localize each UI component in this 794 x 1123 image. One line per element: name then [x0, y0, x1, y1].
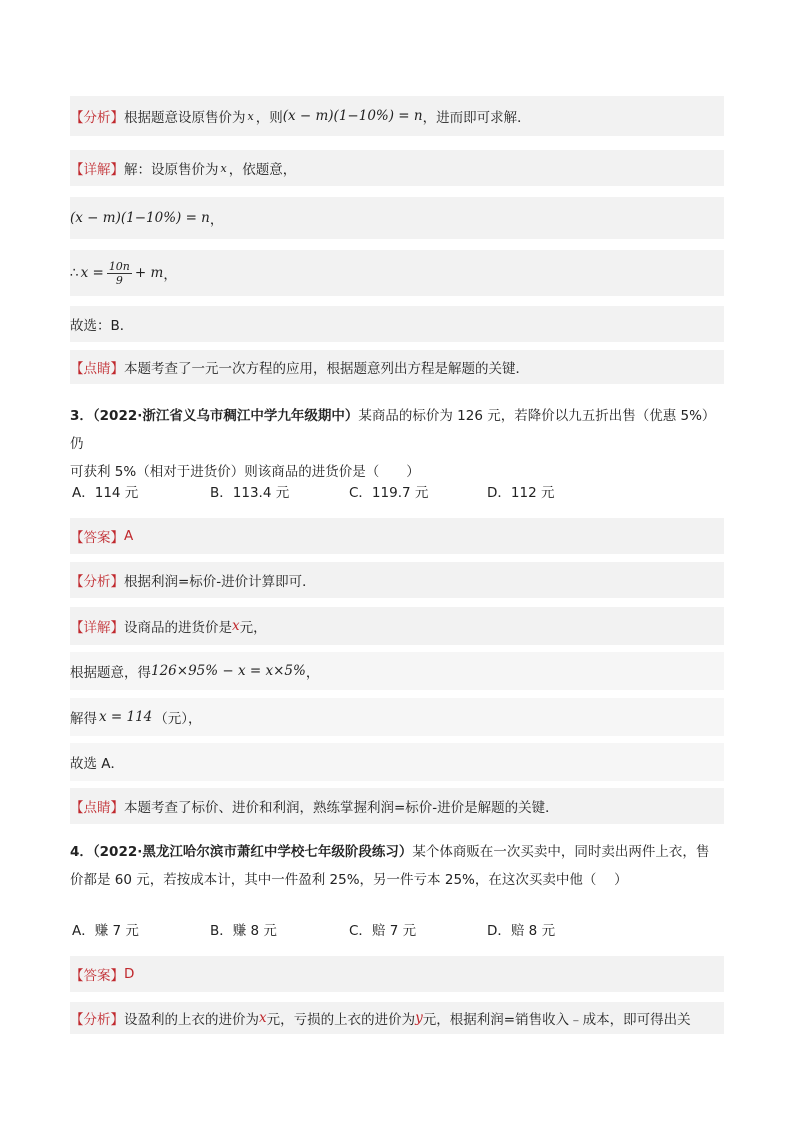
question-4-number: 4．: [70, 844, 93, 860]
question-4-source: （2022·黑龙江哈尔滨市萧红中学校七年级阶段练习）: [92, 844, 413, 860]
step-1-line: [70, 652, 724, 690]
question-4-options: [70, 919, 724, 939]
analysis-line-q3: [70, 562, 724, 598]
detail-line: [70, 150, 724, 186]
step-2-text-b: （元），: [154, 711, 202, 727]
analysis-line: [70, 96, 724, 136]
answer-line: [70, 518, 724, 554]
answer-value-q4: D: [124, 966, 135, 982]
analysis-text-c: ，进而即可求解．: [422, 110, 531, 126]
answer-line-q4: [70, 956, 724, 992]
analysis-tag: 【分析】: [70, 110, 124, 126]
option-d-q4: D．赔 8 元: [487, 923, 556, 939]
solution-fraction: [107, 260, 132, 287]
step-1-equation: 126×95% − x = x×5%: [151, 663, 306, 679]
comment-tag: 【点睛】: [70, 361, 124, 377]
question-3: [70, 402, 726, 486]
analysis-line-q4: [70, 1002, 724, 1034]
detail-var-q3: x: [232, 618, 240, 634]
detail-text-a-q3: 设商品的进货价是: [124, 620, 232, 636]
analysis-var: x: [247, 109, 254, 123]
solution-tail: + m: [134, 265, 164, 281]
solution-x: x =: [80, 265, 104, 281]
solution-line: [70, 250, 724, 296]
question-4-line-2: 价都是 60 元，若按成本计，其中一件盈利 25%，另一件亏本 25%，在这次买卖中他（ ）: [70, 872, 628, 888]
analysis-text-b-q4: 元，亏损的上衣的进价为: [266, 1012, 416, 1028]
analysis-text-a-q4: 设盈利的上衣的进价为: [124, 1012, 259, 1028]
step-2-equation: x = 114: [99, 709, 153, 725]
detail-var: x: [220, 161, 227, 175]
equation-line: [70, 197, 724, 239]
step-2-text-a: 解得: [70, 711, 97, 727]
question-3-options: [70, 481, 724, 501]
step-1-text-a: 根据题意，得: [70, 665, 151, 681]
question-4: [70, 838, 726, 894]
question-4-line-1: [70, 838, 726, 866]
comment-line-q3: [70, 788, 724, 824]
analysis-y-q4: y: [415, 1010, 423, 1026]
detail-tag: 【详解】: [70, 162, 124, 178]
step-2-line: [70, 698, 724, 736]
comment-text: 本题考查了一元一次方程的应用，根据题意列出方程是解题的关键．: [124, 361, 529, 377]
option-c: C．119.7 元: [349, 485, 429, 501]
analysis-text-c-q4: 元，根据利润=销售收入﹣成本，即可得出关: [422, 1012, 691, 1028]
equation-suffix: ，: [209, 212, 224, 228]
fraction-numerator: 10n: [108, 259, 130, 273]
analysis-tag-q3: 【分析】: [70, 574, 124, 590]
comment-line: [70, 350, 724, 384]
therefore-symbol: ∴: [70, 265, 79, 281]
question-3-text-1: 某商品的标价为 126 元，若降价以九五折出售（优惠 5%）仍: [70, 408, 716, 452]
comment-text-q3: 本题考查了标价、进价和利润，熟练掌握利润=标价-进价是解题的关键．: [124, 800, 559, 816]
analysis-text-b: ，则: [255, 110, 283, 126]
choice-text-q3: 故选 A．: [70, 756, 125, 772]
step-1-text-b: ，: [305, 665, 320, 681]
option-a: A．114 元: [72, 485, 139, 501]
equation: (x − m)(1−10%) = n: [70, 210, 210, 226]
question-3-line-2: 可获利 5%（相对于进货价）则该商品的进货价是（ ）: [70, 464, 420, 480]
analysis-x-q4: x: [259, 1010, 267, 1026]
analysis-text-q3: 根据利润=标价-进价计算即可．: [124, 574, 316, 590]
comment-tag-q3: 【点睛】: [70, 800, 124, 816]
question-3-line-1: [70, 402, 726, 458]
choice-line-q3: [70, 743, 724, 781]
detail-line-q3: [70, 607, 724, 645]
question-3-source: （2022·浙江省义乌市稠江中学九年级期中）: [92, 408, 359, 424]
choice-text: 故选：B．: [70, 318, 134, 334]
answer-value: A: [124, 528, 134, 544]
question-3-number: 3．: [70, 408, 93, 424]
solution-suffix: ，: [163, 267, 177, 283]
analysis-equation: (x − m)(1−10%) = n: [282, 108, 423, 124]
analysis-text-a: 根据题意设原售价为: [124, 110, 246, 126]
option-d: D．112 元: [487, 485, 555, 501]
option-b: B．113.4 元: [210, 485, 290, 501]
option-c-q4: C．赔 7 元: [349, 923, 417, 939]
answer-tag-q4: 【答案】: [70, 968, 124, 984]
answer-tag: 【答案】: [70, 530, 124, 546]
detail-text-b: ，依题意，: [228, 162, 297, 178]
detail-tag-q3: 【详解】: [70, 620, 124, 636]
analysis-tag-q4: 【分析】: [70, 1012, 124, 1028]
question-4-text-1: 某个体商贩在一次买卖中，同时卖出两件上衣，售: [412, 844, 710, 860]
choice-line: [70, 306, 724, 342]
detail-text-a: 解：设原售价为: [124, 162, 219, 178]
option-a-q4: A．赚 7 元: [72, 923, 139, 939]
fraction-denominator: 9: [115, 273, 123, 287]
detail-text-b-q3: 元，: [239, 620, 267, 636]
option-b-q4: B．赚 8 元: [210, 923, 277, 939]
